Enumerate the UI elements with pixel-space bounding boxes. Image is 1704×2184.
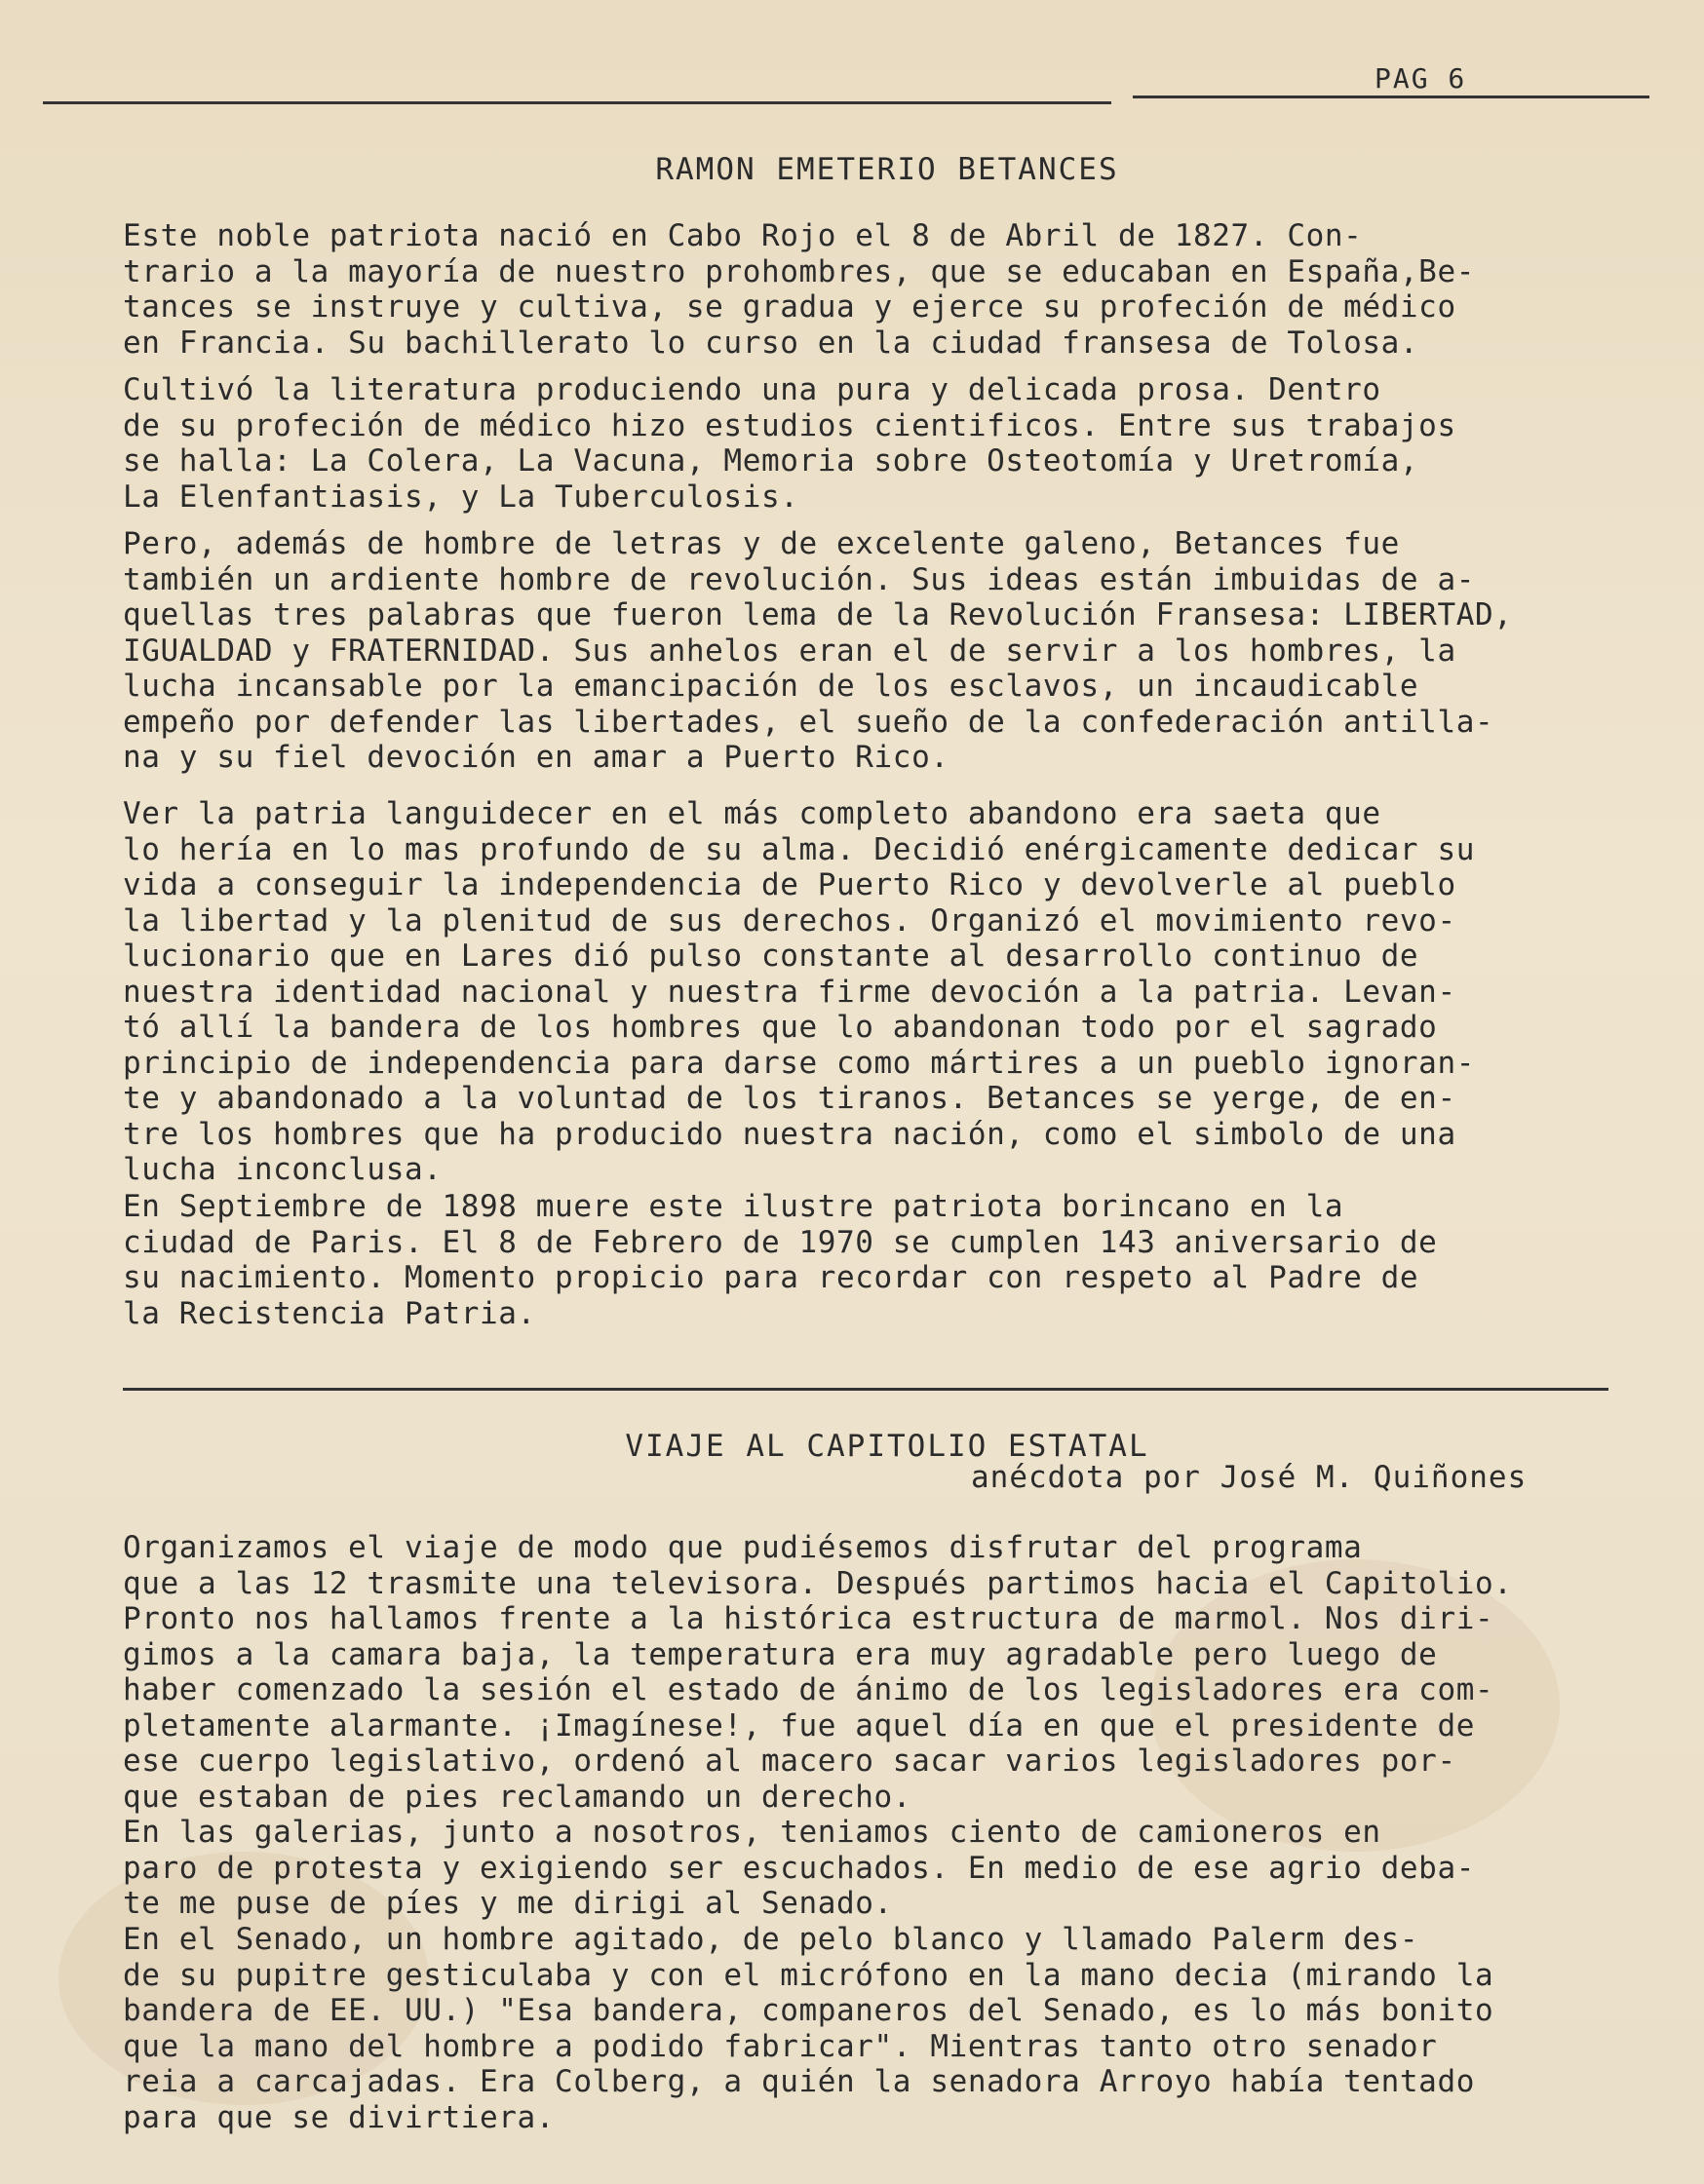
article-paragraph: Pero, además de hombre de letras y de excelente galeno, Betances fue también un ardiente hombre de revolución. Sus ideas están imbuidas de a- quellas tres palabras que fueron lema de la Revolución Fransesa: LIBERTAD, IGUALDAD y FRATERNIDAD. Sus anhelos eran el de servir a los hombres, la lucha incansable por la emancipación de los esclavos, un incaudicable empeño por defender las libertades, el sueño de la confederación antilla- na y su fiel devoción en amar a Puerto Rico. — [123, 526, 1513, 775]
page-number: PAG 6 — [1375, 62, 1467, 95]
article-title: VIAJE AL CAPITOLIO ESTATAL — [625, 1429, 1149, 1464]
article-paragraph: Cultivó la literatura produciendo una pura y delicada prosa. Dentro de su profeción de médico hizo estudios cientificos. Entre sus trabajos se halla: La Colera, La Vacuna, Memoria sobre Osteotomía y Uretromía, La Elenfantiasis, y La Tuberculosis. — [123, 372, 1456, 515]
header-rule-right — [1133, 96, 1649, 98]
article-paragraph: Ver la patria languidecer en el más completo abandono era saeta que lo hería en lo mas profundo de su alma. Decidió enérgicamente dedicar su vida a conseguir la independencia de Puerto Rico y devolverle al pueblo la libertad y la plenitud de sus derechos. Organizó el movimiento revo- lucionario que en Lares dió pulso constante al desarrollo continuo de nuestra identidad nacional y nuestra firme devoción a la patria. Levan- tó allí la bandera de los hombres que lo abandonan todo por el sagrado principio de independencia para darse como mártires a un pueblo ignoran- te y abandonado a la voluntad de los tiranos. Betances se yerge, de en- tre los hombres que ha producido nuestra nación, como el simbolo de una lucha inconclusa. — [123, 796, 1475, 1187]
section-divider — [123, 1388, 1608, 1391]
article-paragraph: Organizamos el viaje de modo que pudiésemos disfrutar del programa que a las 12 trasmite una televisora. Después partimos hacia el Capitolio. Pronto nos hallamos frente a la histórica estructura de marmol. Nos diri- gimos a la camara baja, la temperatura era muy agradable pero luego de haber comenzado la sesión el estado de ánimo de los legisladores era com- pletamente alarmante. ¡Imagínese!, fue aquel día en que el presidente de ese cuerpo legislativo, ordenó al macero sacar varios legisladores por- que estaban de pies reclamando un derecho. — [123, 1530, 1513, 1815]
article-paragraph: En las galerias, junto a nosotros, teniamos ciento de camioneros en paro de protesta y exigiendo ser escuchados. En medio de ese agrio deba- te me puse de píes y me dirigi al Senado. — [123, 1815, 1475, 1921]
header-rule-left — [43, 101, 1111, 104]
article-byline: anécdota por José M. Quiñones — [971, 1460, 1528, 1495]
article-paragraph: En Septiembre de 1898 muere este ilustre patriota borincano en la ciudad de Paris. El 8 de Febrero de 1970 se cumplen 143 aniversario de su nacimiento. Momento propicio para recordar con respeto al Padre de la Recistencia Patria. — [123, 1189, 1438, 1331]
article-paragraph: En el Senado, un hombre agitado, de pelo blanco y llamado Palerm des- de su pupitre gesticulaba y con el micrófono en la mano decia (mirando la bandera de EE. UU.) "Esa bandera, companeros del Senado, es lo más bonito que la mano del hombre a podido fabricar". Mientras tanto otro senador reia a carcajadas. Era Colberg, a quién la senadora Arroyo había tentado para que se divirtiera. — [123, 1922, 1494, 2135]
article-title: RAMON EMETERIO BETANCES — [655, 152, 1119, 187]
article-paragraph: Este noble patriota nació en Cabo Rojo el 8 de Abril de 1827. Con- trario a la mayoría de nuestro prohombres, que se educaban en España,Be- tances se instruye y cultiva, se gradua y ejerce su profeción de médico en Francia. Su bachillerato lo curso en la ciudad fransesa de Tolosa. — [123, 218, 1475, 361]
